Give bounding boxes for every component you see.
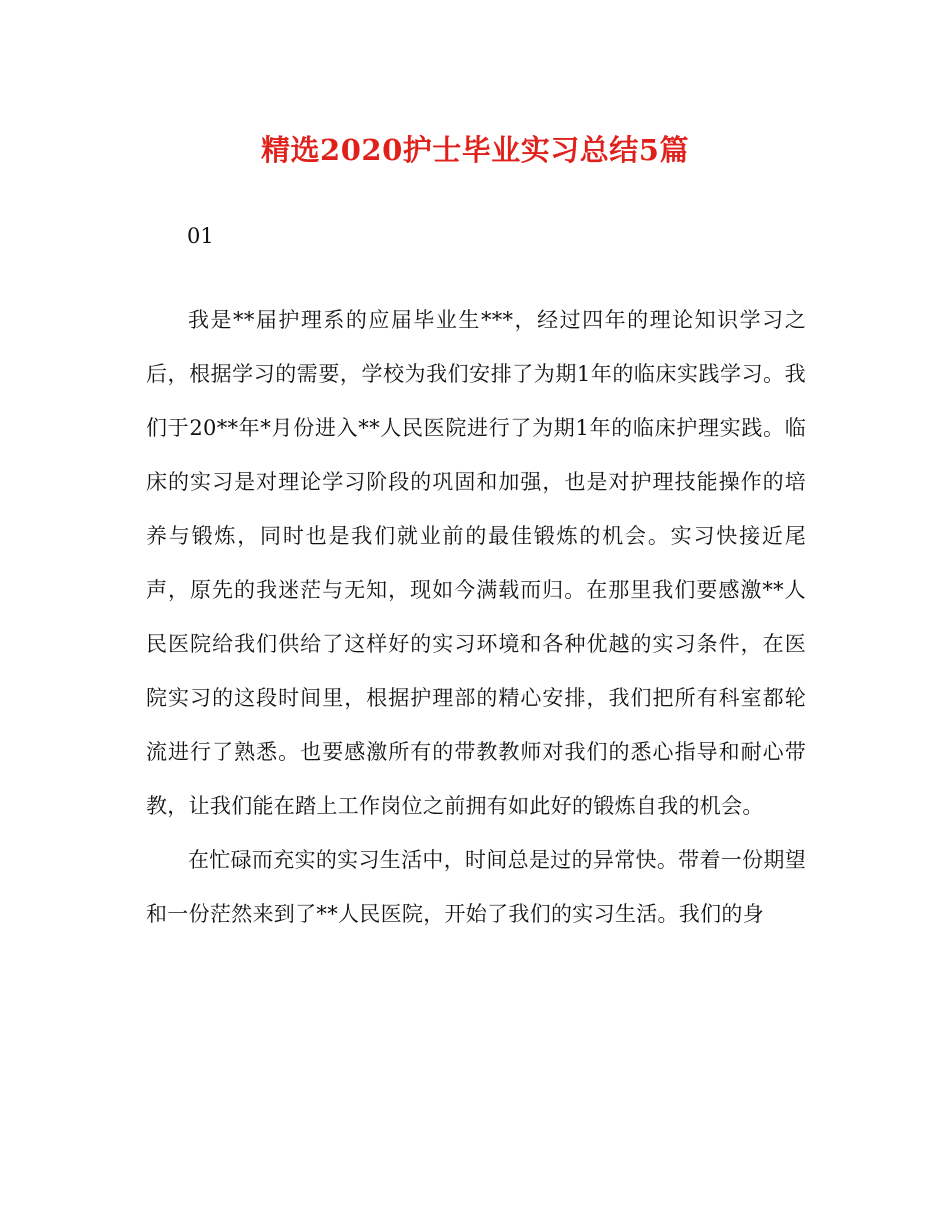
- section-number: 01: [187, 224, 214, 248]
- paragraph-1: 我是**届护理系的应届毕业生***，经过四年的理论知识学习之后，根据学习的需要，学校为我们安排了为期1年的临床实践学习。我们于20**年*月份进入**人民医院进行了为期1年的临床护理实践。临床的实习是对理论学习阶段的巩固和加强，也是对护理技能操作的培养与锻炼，同时也是我们就业前的最佳锻炼的机会。实习快接近尾声，原先的我迷茫与无知，现如今满载而归。在那里我们要感激**人民医院给我们供给了这样好的实习环境和各种优越的实习条件，在医院实习的这段时间里，根据护理部的精心安排，我们把所有科室都轮流进行了熟悉。也要感激所有的带教教师对我们的悉心指导和耐心带教，让我们能在踏上工作岗位之前拥有如此好的锻炼自我的机会。: [146, 308, 806, 818]
- document-title: 精选2020护士毕业实习总结5篇: [261, 133, 689, 167]
- document-body: [146, 220, 806, 941]
- paragraph-2: 在忙碌而充实的实习生活中，时间总是过的异常快。带着一份期望和一份茫然来到了**人民医院，开始了我们的实习生活。我们的身: [146, 848, 806, 926]
